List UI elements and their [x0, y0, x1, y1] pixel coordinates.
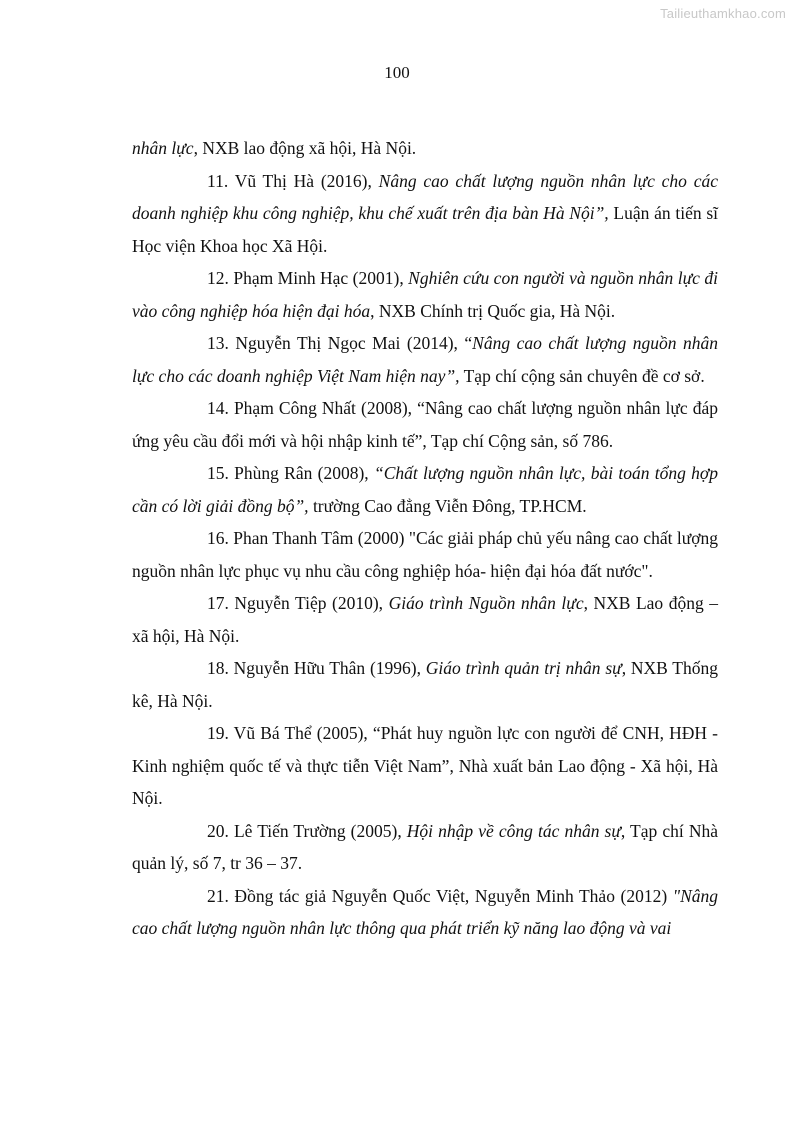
reference-item-13	[132, 327, 718, 392]
reference-author: 17. Nguyễn Tiệp (2010),	[207, 593, 389, 613]
reference-text: 14. Phạm Công Nhất (2008), “Nâng cao chất lượng nguồn nhân lực đáp ứng yêu cầu đổi mới và hội nhập kinh tế”, Tạp chí Cộng sản, số 786.	[132, 398, 718, 451]
reference-continuation	[132, 132, 718, 165]
reference-title: Giáo trình quản trị nhân sự	[425, 658, 622, 678]
reference-author: 11. Vũ Thị Hà (2016),	[207, 170, 379, 191]
reference-list	[132, 132, 718, 945]
reference-source: , NXB Lao động – xã hội, Hà Nội.	[132, 593, 718, 646]
reference-author: 20. Lê Tiến Trường (2005),	[207, 820, 407, 841]
reference-author: 21. Đồng tác giả Nguyễn Quốc Việt, Nguyễn Minh Thảo (2012)	[207, 885, 673, 906]
reference-item-12	[132, 262, 718, 327]
reference-source: , NXB Chính trị Quốc gia, Hà Nội.	[370, 300, 616, 321]
reference-author: 12. Phạm Minh Hạc (2001),	[207, 268, 409, 288]
watermark: Tailieuthamkhao.com	[660, 6, 786, 21]
reference-title: Hội nhập về công tác nhân sự	[406, 820, 621, 841]
reference-title: nhân lực	[132, 138, 194, 158]
reference-author: 13. Nguyễn Thị Ngọc Mai (2014), “	[207, 333, 473, 353]
page-number: 100	[384, 63, 410, 82]
reference-author: 15. Phùng Rân (2008),	[207, 463, 374, 483]
reference-title: Nghiên cứu con người và nguồn nhân lực đi vào công nghiệp hóa hiện đại hóa	[132, 268, 718, 321]
reference-item-11	[132, 165, 718, 263]
reference-text: 16. Phan Thanh Tâm (2000) "Các giải pháp chủ yếu nâng cao chất lượng nguồn nhân lực phục vụ nhu cầu công nghiệp hóa- hiện đại hóa đất nước".	[132, 528, 718, 581]
reference-item-20	[132, 815, 718, 880]
reference-source: trường Cao đẳng Viễn Đông, TP.HCM.	[308, 495, 587, 516]
reference-text: 19. Vũ Bá Thể (2005), “Phát huy nguồn lực con người để CNH, HĐH - Kinh nghiệm quốc tế và thực tiễn Việt Nam”, Nhà xuất bản Lao động - Xã hội, Hà Nội.	[132, 723, 718, 808]
reference-item-21	[132, 880, 718, 945]
reference-publisher: , NXB lao động xã hội, Hà Nội.	[193, 138, 417, 158]
reference-source: , NXB Thống kê, Hà Nội.	[132, 658, 718, 711]
reference-source: Tạp chí cộng sản chuyên đề cơ sở.	[459, 365, 705, 386]
reference-item-14	[132, 392, 718, 457]
reference-title: Nâng cao chất lượng nguồn nhân lực cho các doanh nghiệp Việt Nam hiện nay”,	[132, 333, 718, 386]
reference-item-19	[132, 717, 718, 815]
reference-item-16	[132, 522, 718, 587]
reference-title: Nâng cao chất lượng nguồn nhân lực cho các doanh nghiệp khu công nghiệp, khu chế xuất trên địa bàn Hà Nội”,	[132, 170, 718, 223]
reference-item-17	[132, 587, 718, 652]
reference-title: Giáo trình Nguồn nhân lực	[388, 593, 584, 613]
reference-title: “Chất lượng nguồn nhân lực, bài toán tổng hợp cần có lời giải đồng bộ”,	[132, 463, 718, 516]
reference-author: 18. Nguyễn Hữu Thân (1996),	[207, 658, 426, 678]
reference-item-18	[132, 652, 718, 717]
reference-item-15	[132, 457, 718, 522]
reference-source: Luận án tiến sĩ Học viện Khoa học Xã Hội.	[132, 203, 718, 256]
reference-title: "Nâng cao chất lượng nguồn nhân lực thông qua phát triển kỹ năng lao động và vai	[132, 885, 718, 938]
reference-source: , Tạp chí Nhà quản lý, số 7, tr 36 – 37.	[132, 820, 718, 873]
